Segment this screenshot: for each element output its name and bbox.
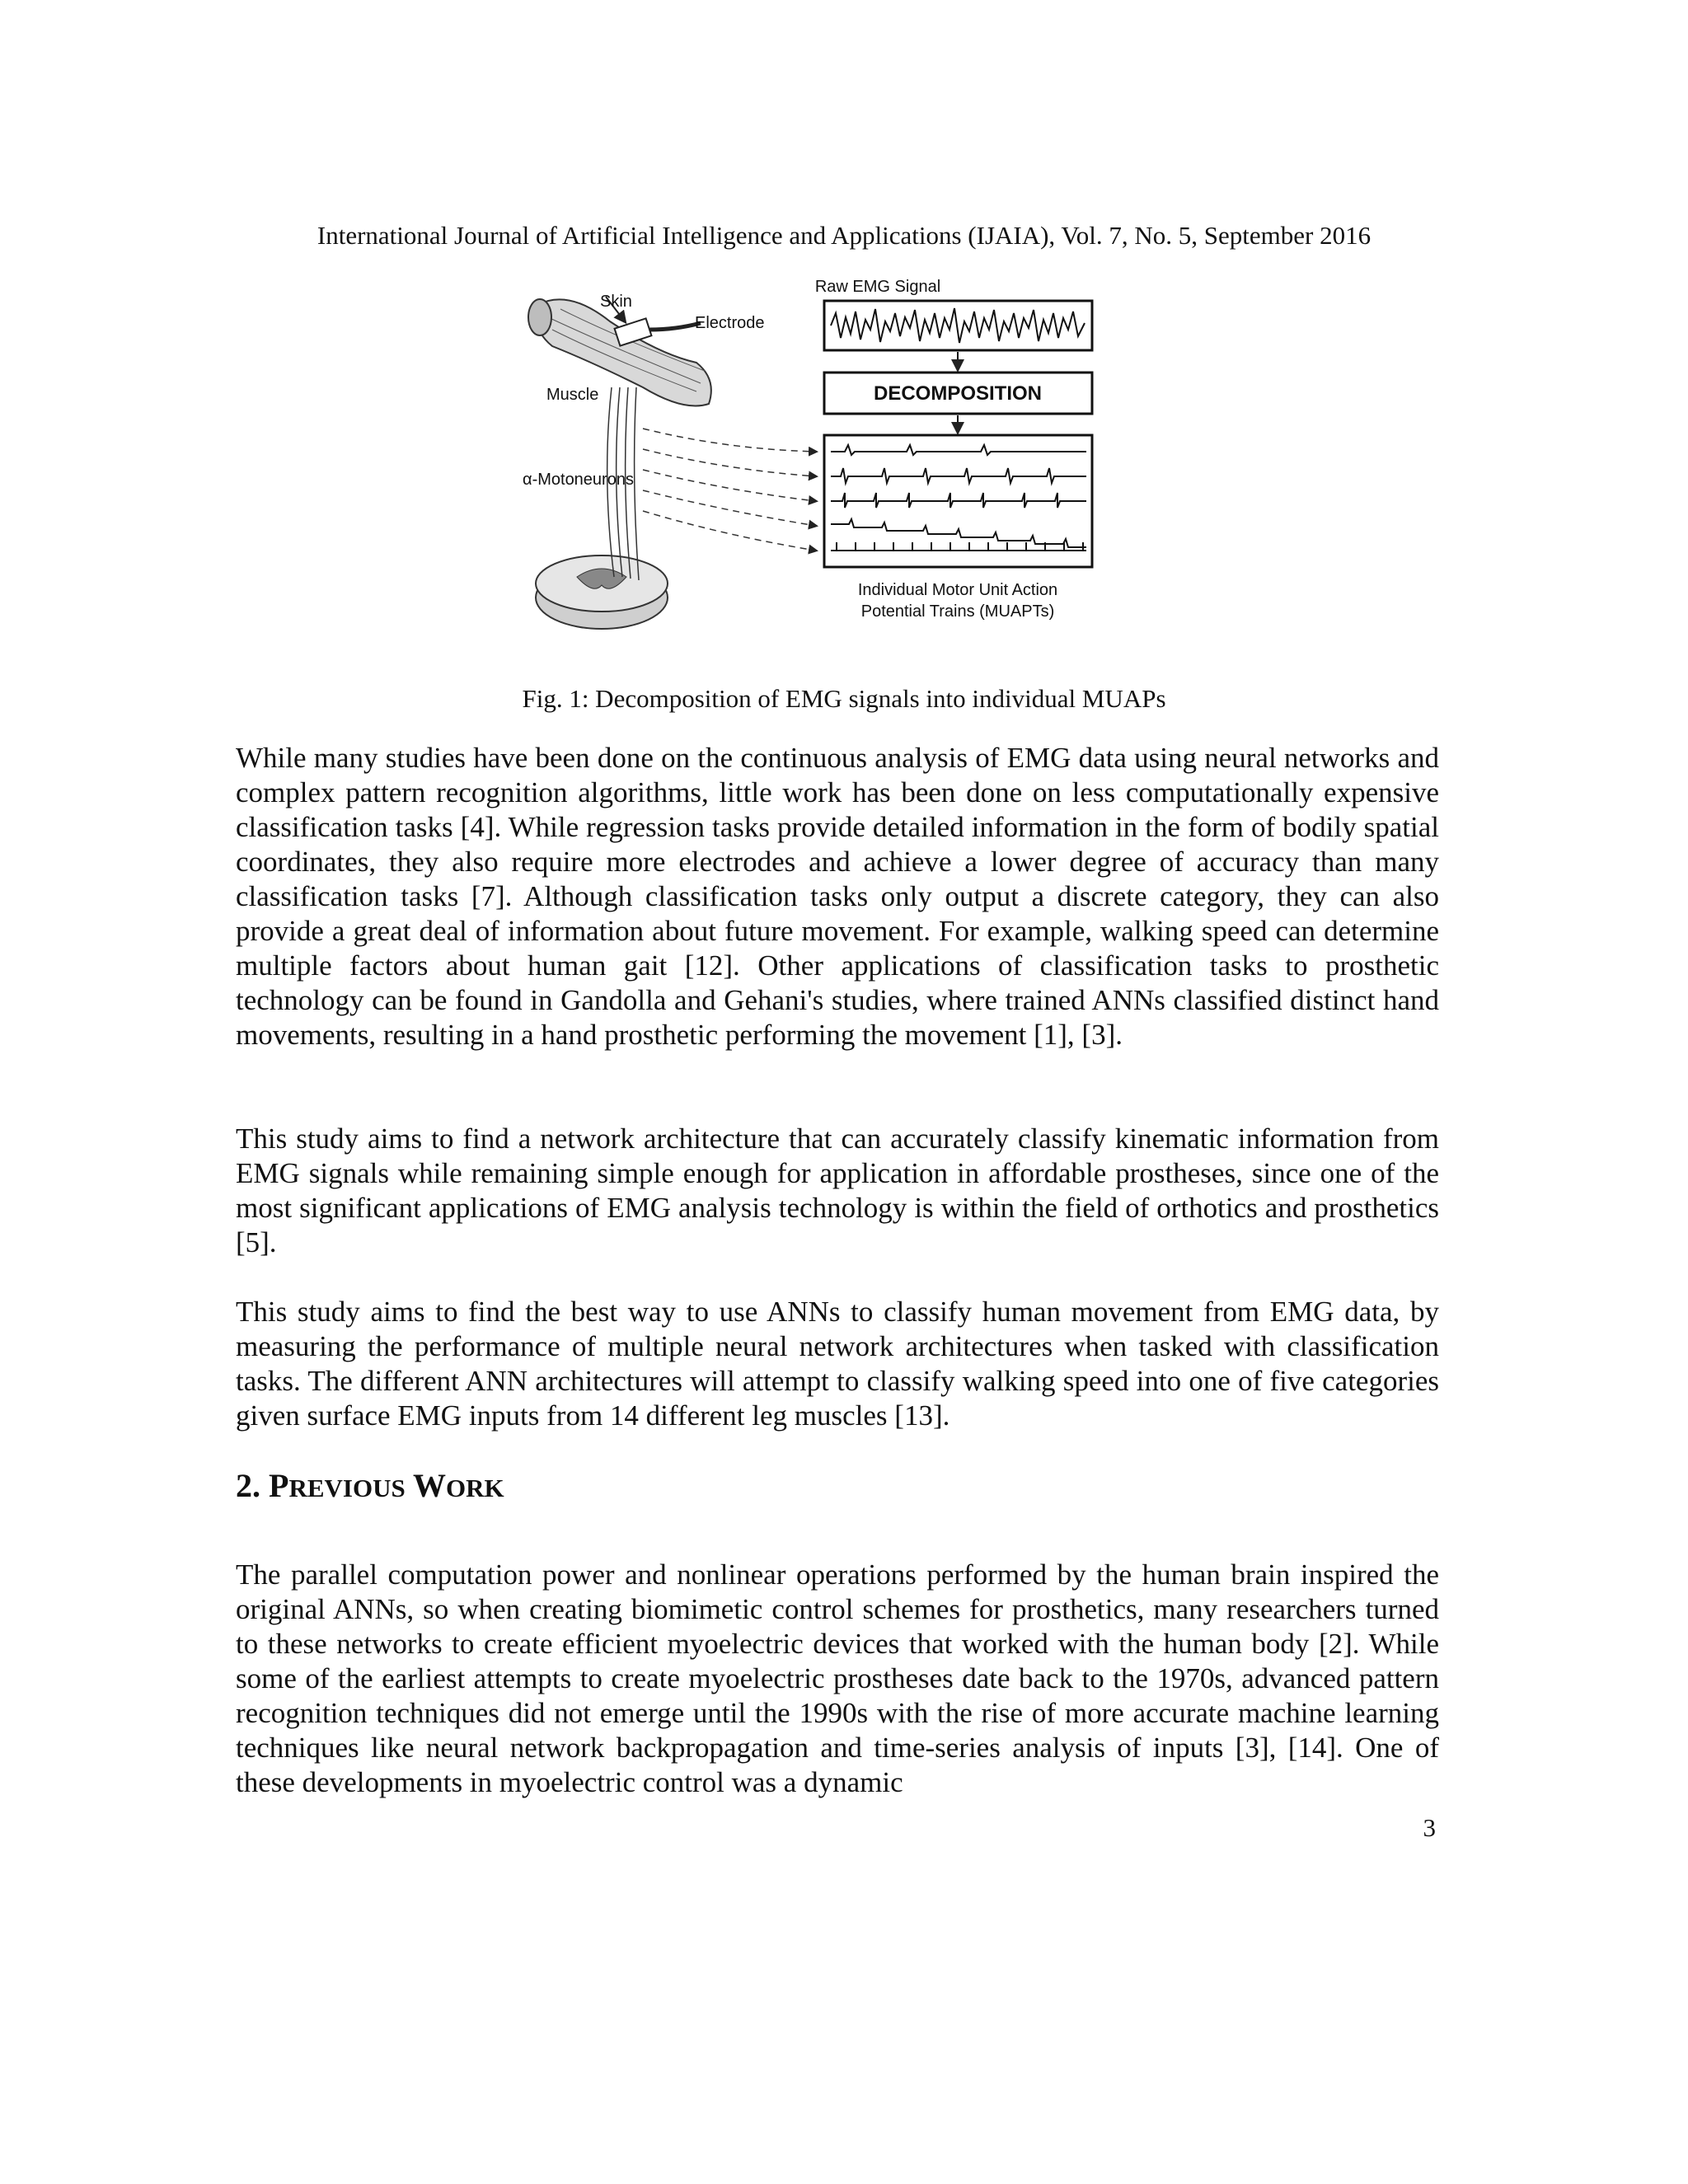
decomposition-label: DECOMPOSITION <box>873 382 1043 405</box>
raw-signal-label: Raw EMG Signal <box>814 278 941 296</box>
skin-label: Skin <box>600 293 632 311</box>
electrode-icon <box>615 318 701 345</box>
figure-caption: Fig. 1: Decomposition of EMG signals into individual MUAPs <box>522 684 1166 713</box>
dashed-arrows <box>643 429 816 551</box>
paragraph-1: While many studies have been done on the continuous analysis of EMG data using neural networks and complex pattern recognition algorithms, little work has been done on less computationally expensive classification tasks [4]. While regression tasks provide detailed information in the form of bodily spatial coordinates, they also require more electrodes and achieve a lower degree of accuracy than many classification tasks [7]. Although classification tasks only output a discrete category, they can also provide a great deal of information about future movement. For example, walking speed can determine multiple factors about human gait [12]. Other applications of classification tasks to prosthetic technology can be found in Gandolla and Gehani's studies, where trained ANNs classified distinct hand movements, resulting in a hand prosthetic performing the movement [1], [3]. <box>236 742 1439 1051</box>
electrode-label: Electrode <box>695 314 765 332</box>
muscle-label: Muscle <box>546 386 599 404</box>
muapt-label-line2: Potential Trains (MUAPTs) <box>860 602 1055 621</box>
heading-w2-rest: ORK <box>445 1474 504 1502</box>
journal-header: International Journal of Artificial Intelligence and Applications (IJAIA), Vol. 7, No. 5, September 2016 <box>316 221 1372 250</box>
spinal-cord-illustration <box>536 555 668 629</box>
heading-w1-rest: REVIOUS <box>288 1474 406 1502</box>
page-number: 3 <box>1423 1813 1436 1842</box>
paragraph-2: This study aims to find a network architecture that can accurately classify kinematic information from EMG signals while remaining simple enough for application in affordable prostheses, since one of the most significant applications of EMG analysis technology is within the field of orthotics and prosthetics [5]. <box>236 1122 1439 1258</box>
emg-decomposition-figure <box>519 272 1146 651</box>
paragraph-3: This study aims to find the best way to use ANNs to classify human movement from EMG data, by measuring the performance of multiple neural network architectures when tasked with classification tasks. The different ANN architectures will attempt to classify walking speed into one of five categories given surface EMG inputs from 14 different leg muscles [13]. <box>236 1296 1439 1432</box>
section-number: 2. <box>236 1467 269 1504</box>
motoneurons-label: α-Motoneurons <box>523 471 634 489</box>
muapt-label-line1: Individual Motor Unit Action <box>857 581 1058 599</box>
section-heading <box>236 1466 504 1508</box>
paragraph-4: The parallel computation power and nonlinear operations performed by the human brain inspired the original ANNs, so when creating biomimetic control schemes for prosthetics, many researchers turned to these networks to create efficient myoelectric devices that worked with the human body [2]. While some of the earliest attempts to create myoelectric prostheses date back to the 1970s, advanced pattern recognition techniques did not emerge until the 1990s with the rise of more accurate machine learning techniques like neural network backpropagation and time-series analysis of inputs [3], [14]. One of these developments in myoelectric control was a dynamic <box>236 1558 1439 1798</box>
heading-w2-cap: W <box>412 1467 446 1504</box>
heading-w1-cap: P <box>269 1467 289 1504</box>
